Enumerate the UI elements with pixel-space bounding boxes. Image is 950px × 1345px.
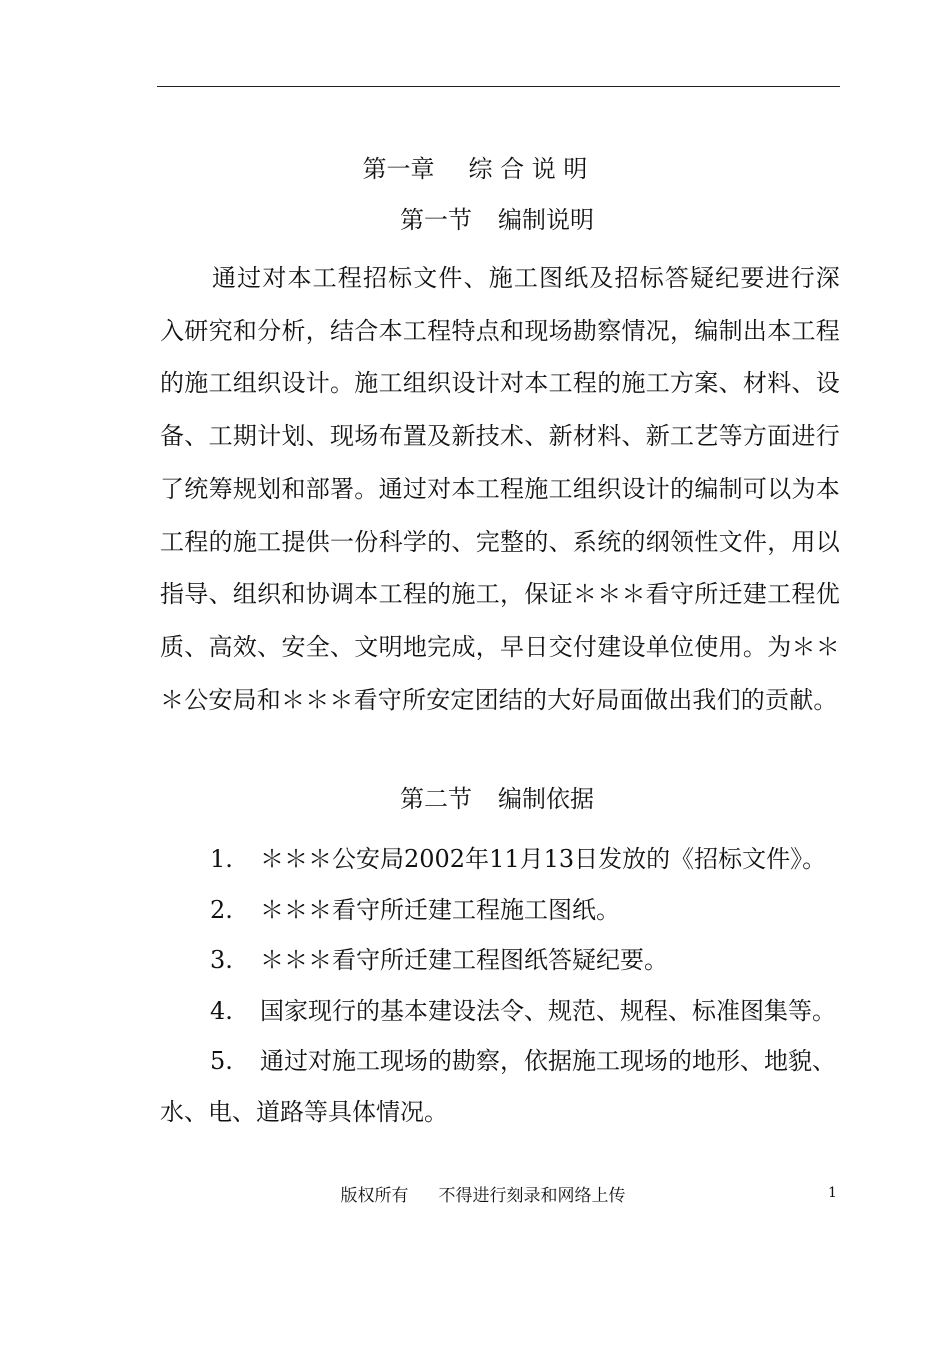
list-item (160, 935, 850, 986)
section-title: 编制依据 (498, 785, 594, 813)
section-heading-2 (0, 781, 950, 817)
paragraph: 通过对本工程招标文件、施工图纸及招标答疑纪要进行深入研究和分析，结合本工程特点和现场勘察情况，编制出本工程的施工组织设计。施工组织设计对本工程的施工方案、材料、设备、工期计划、现场布置及新技术、新材料、新工艺等方面进行了统筹规划和部署。通过对本工程施工组织设计的编制可以为本工程的施工提供一份科学的、完整的、系统的纲领性文件，用以指导、组织和协调本工程的施工，保证＊＊＊看守所迁建工程优质、高效、安全、文明地完成，早日交付建设单位使用。为＊＊＊公安局和＊＊＊看守所安定团结的大好局面做出我们的贡献。 (160, 264, 840, 714)
body-text (160, 252, 840, 726)
item-text: 通过对施工现场的勘察，依据施工现场的地形、地貌、水、电、道路等具体情况。 (160, 1047, 836, 1126)
header-rule (157, 86, 840, 87)
chapter-heading (0, 151, 950, 187)
item-number: 5. (210, 1047, 233, 1075)
notice-text: 不得进行刻录和网络上传 (438, 1186, 626, 1206)
section-label: 第一节 (400, 206, 472, 234)
chapter-label: 第一章 (362, 155, 435, 183)
item-text: ＊＊＊公安局2002年11月13日发放的《招标文件》。 (260, 845, 827, 873)
section-heading-1 (0, 202, 950, 238)
list-item (160, 1036, 850, 1137)
item-number: 4. (210, 996, 233, 1025)
item-number: 1. (210, 845, 233, 873)
footer-notice (0, 1184, 950, 1208)
item-text: ＊＊＊看守所迁建工程施工图纸。 (260, 895, 620, 924)
basis-list (160, 834, 850, 1137)
item-number: 2. (210, 895, 233, 924)
list-item (160, 885, 850, 936)
list-item (160, 834, 850, 885)
item-number: 3. (210, 946, 233, 974)
copyright-text: 版权所有 (340, 1186, 409, 1206)
section-title: 编制说明 (498, 206, 594, 234)
item-text: ＊＊＊看守所迁建工程图纸答疑纪要。 (260, 946, 668, 974)
page-number: 1 (828, 1185, 837, 1201)
list-item (160, 986, 850, 1037)
item-text: 国家现行的基本建设法令、规范、规程、标准图集等。 (260, 996, 836, 1025)
chapter-title: 综 合 说 明 (468, 155, 588, 183)
section-label: 第二节 (400, 785, 472, 813)
